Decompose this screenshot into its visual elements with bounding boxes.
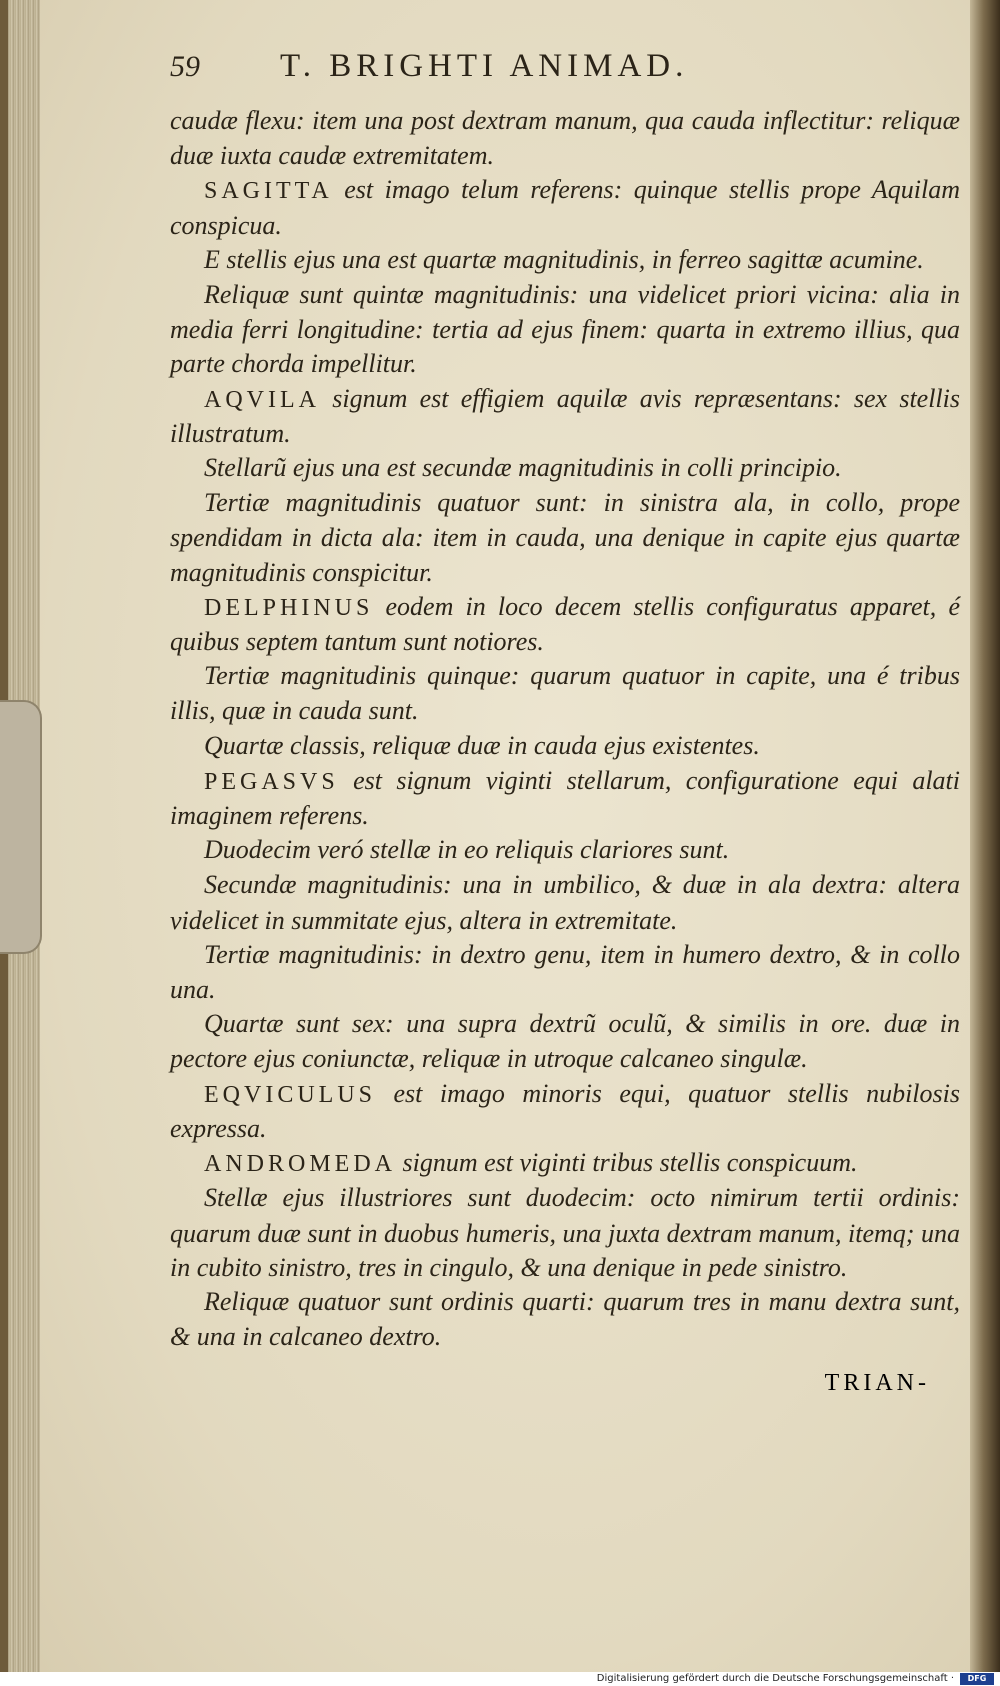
paragraph: [170, 104, 960, 173]
paragraph: [170, 590, 960, 659]
small-caps-term: AQVILA: [204, 386, 320, 413]
paragraph-text: Stellarũ ejus una est secundæ magnitudinis in colli principio.: [204, 453, 842, 483]
paragraph-text: est signum viginti stellarum, configuratione equi alati imaginem referens.: [170, 765, 960, 831]
footer-bar: [0, 1672, 1000, 1686]
paragraph: [170, 451, 960, 486]
paragraph: [170, 1285, 960, 1354]
paragraph: [170, 764, 960, 833]
paragraph-text: est imago minoris equi, quatuor stellis nubilosis expressa.: [170, 1078, 960, 1143]
paragraph-text: Reliquæ quatuor sunt ordinis quarti: quarum tres in manu dextra sunt, & una in calcaneo dextro.: [170, 1286, 960, 1352]
catchword: TRIAN-: [824, 1370, 930, 1396]
body-text: [170, 104, 960, 1354]
paragraph: [170, 278, 960, 382]
funding-credit: Digitalisierung gefördert durch die Deutsche Forschungsgemeinschaft ·: [596, 1673, 954, 1684]
gutter-shadow: [970, 0, 1000, 1672]
dfg-logo: DFG: [960, 1673, 994, 1685]
paragraph-text: Stellæ ejus illustriores sunt duodecim: octo nimirum tertii ordinis: quarum duæ sunt in duobus humeris, una juxta dextram manum, itemq; una in cubito sinistro, tres in cingulo, & una denique in pede sinistro.: [170, 1183, 960, 1282]
paragraph-text: Duodecim veró stellæ in eo reliquis clariores sunt.: [204, 835, 730, 865]
small-caps-term: SAGITTA: [204, 178, 333, 205]
paragraph-text: Reliquæ sunt quintæ magnitudinis: una videlicet priori vicina: alia in media ferri longitudine: tertia ad ejus finem: quarta in extremo illius, qua parte chorda impellitur.: [170, 280, 960, 379]
paragraph: [170, 243, 960, 278]
book-clasp: [0, 700, 42, 954]
paragraph: [170, 1007, 960, 1076]
paragraph: [170, 486, 960, 590]
small-caps-term: ANDROMEDA: [204, 1151, 396, 1178]
paragraph: [170, 1181, 960, 1285]
paragraph-text: eodem in loco decem stellis configuratus apparet, é quibus septem tantum sunt notiores.: [170, 591, 960, 657]
paragraph-text: signum est effigiem aquilæ avis repræsentans: sex stellis illustratum.: [170, 383, 960, 448]
page-content: [170, 48, 960, 1354]
paragraph-text: signum est viginti tribus stellis conspicuum.: [396, 1148, 858, 1178]
page-number: 59: [170, 50, 200, 83]
paragraph: [170, 938, 960, 1007]
paragraph: [170, 1146, 960, 1181]
book-page: [40, 0, 970, 1672]
small-caps-term: EQVICULUS: [204, 1081, 376, 1108]
paragraph: [170, 173, 960, 242]
paragraph: [170, 833, 960, 868]
running-head: T. BRIGHTI ANIMAD.: [280, 48, 689, 84]
small-caps-term: PEGASVS: [204, 768, 339, 795]
paragraph-text: Quartæ sunt sex: una supra dextrũ oculũ, & similis in ore. duæ in pectore ejus coniunctæ, reliquæ in utroque calcaneo singulæ.: [170, 1009, 960, 1074]
paragraph-text: Quartæ classis, reliquæ duæ in cauda ejus existentes.: [204, 730, 760, 760]
page-header: [170, 48, 960, 104]
paragraph-text: E stellis ejus una est quartæ magnitudinis, in ferreo sagittæ acumine.: [204, 244, 924, 274]
paragraph-text: Tertiæ magnitudinis quatuor sunt: in sinistra ala, in collo, prope spendidam in dicta ala: item in cauda, una denique in capite ejus quartæ magnitudinis conspicitur.: [170, 488, 960, 587]
paragraph-text: caudæ flexu: item una post dextram manum, qua cauda inflectitur: reliquæ duæ iuxta caudæ extremitatem.: [170, 106, 960, 171]
paragraph-text: Tertiæ magnitudinis quinque: quarum quatuor in capite, una é tribus illis, quæ in cauda sunt.: [170, 661, 960, 726]
paragraph: [170, 382, 960, 451]
paragraph: [170, 1077, 960, 1146]
paragraph-text: Secundæ magnitudinis: una in umbilico, & duæ in ala dextra: altera videlicet in summitate ejus, altera in extremitate.: [170, 870, 960, 935]
paragraph: [170, 729, 960, 764]
small-caps-term: DELPHINUS: [204, 594, 374, 621]
paragraph-text: est imago telum referens: quinque stellis prope Aquilam conspicua.: [170, 175, 960, 240]
paragraph: [170, 659, 960, 728]
paragraph-text: Tertiæ magnitudinis: in dextro genu, item in humero dextro, & in collo una.: [170, 939, 960, 1005]
paragraph: [170, 868, 960, 937]
